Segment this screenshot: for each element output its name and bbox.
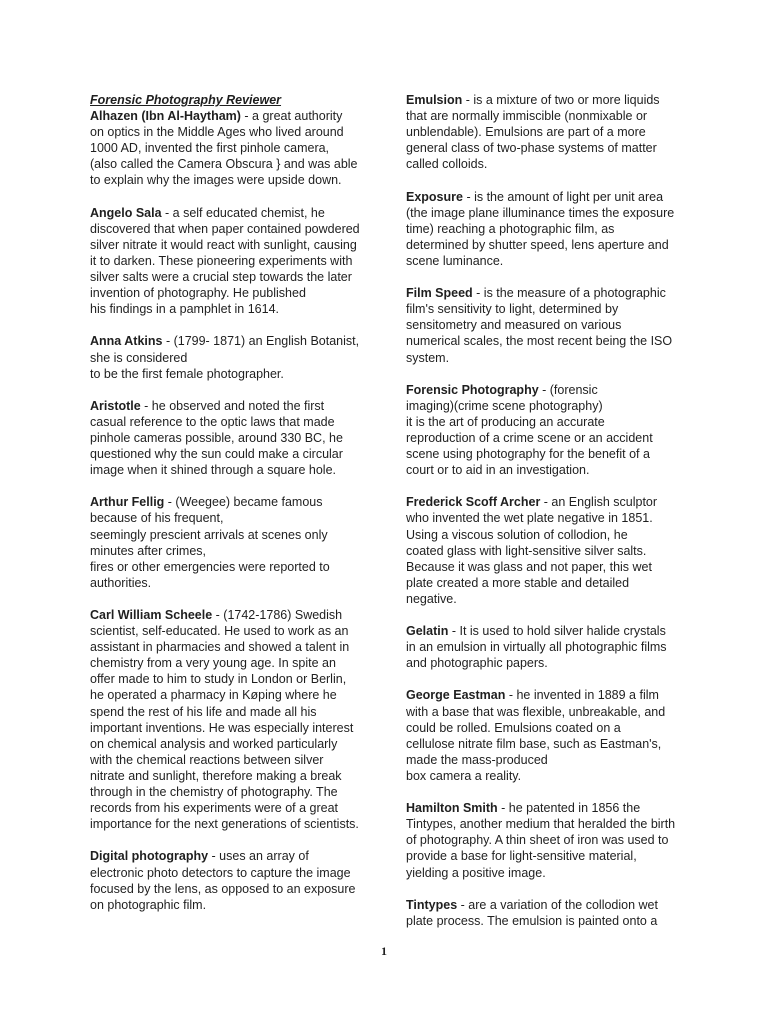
entry-line: nitrate and sunlight, therefore making a break [90,768,342,783]
entry-definition-start: - (1799- 1871) an English Botanist, [162,334,360,349]
entry-line: it to darken. These pioneering experiments with [90,253,353,268]
entry-line [90,108,372,124]
entry-line: fires or other emergencies were reported to [90,559,330,574]
entry-line [90,205,372,221]
entry-term: Tintypes [406,897,458,912]
entry-line: yielding a positive image. [406,865,546,880]
entry-line: cellulose nitrate film base, such as Eastman's, [406,736,662,751]
entry-term: Film Speed [406,286,473,301]
entry-line: scientist, self-educated. He used to work as an [90,624,349,639]
entry-definition-start: - (Weegee) became famous [164,495,323,510]
entry-line: made the mass-produced [406,752,548,767]
entry-line [406,623,678,639]
entry-line: and photographic papers. [406,656,548,671]
glossary-entry-carl-william-scheele [90,607,372,832]
entry-line: focused by the lens, as opposed to an exposure [90,881,356,896]
entry-line: on photographic film. [90,897,207,912]
entry-line: imaging)(crime scene photography) [406,398,603,413]
entry-line: it is the art of producing an accurate [406,414,605,429]
entry-line: on chemical analysis and worked particularly [90,736,338,751]
entry-line: his findings in a pamphlet in 1614. [90,302,280,317]
entry-definition-start: - a self educated chemist, he [161,205,325,220]
entry-definition-start: - uses an array of [208,849,309,864]
entry-line: importance for the next generations of scientists. [90,817,359,832]
entry-line: with a base that was flexible, unbreakable, and [406,704,666,719]
entry-term: Frederick Scoff Archer [406,495,541,510]
entry-line: plate created a more stable and detailed [406,575,630,590]
glossary-entry-anna-atkins [90,333,372,381]
entry-line: negative. [406,591,457,606]
entry-term: George Eastman [406,688,506,703]
entry-line: that are normally immiscible (nonmixable or [406,109,648,124]
entry-line: casual reference to the optic laws that made [90,414,335,429]
entry-term: Aristotle [90,398,141,413]
entry-line: important inventions. He was especially interest [90,720,354,735]
entry-line: coated glass with light-sensitive silver salts. [406,543,647,558]
entry-line: on optics in the Middle Ages who lived around [90,125,344,140]
entry-term: Forensic Photography [406,382,539,397]
entry-term: Angelo Sala [90,205,162,220]
glossary-entry-angelo-sala [90,205,372,318]
entry-term: Anna Atkins [90,334,163,349]
entry-term: Alhazen (Ibn Al-Haytham) [90,109,241,124]
entry-line: 1000 AD, invented the first pinhole camera, [90,141,330,156]
entry-term: Arthur Fellig [90,495,165,510]
entry-line [406,800,678,816]
glossary-entry-arthur-fellig [90,494,372,591]
glossary-entry-gelatin [406,623,678,671]
entry-line: spend the rest of his life and made all his [90,704,317,719]
entry-line: he operated a pharmacy in Køping where he [90,688,337,703]
entry-line: discovered that when paper contained powdered [90,221,360,236]
entry-line: reproduction of a crime scene or an accident [406,430,653,445]
entry-line: silver nitrate it would react with sunlight, causing [90,237,357,252]
glossary-entry-hamilton-smith [406,800,678,880]
document-title: Forensic Photography Reviewer [90,93,282,107]
entry-line [406,897,678,913]
entry-line [406,189,678,205]
entry-term: Hamilton Smith [406,801,498,816]
glossary-entry-film-speed [406,285,678,365]
entry-term: Carl William Scheele [90,608,213,622]
entry-line: unblendable). Emulsions are part of a more [406,125,646,140]
entry-line: sensitometry and measured on various [406,318,622,333]
entry-line: time) reaching a photographic film, as [406,221,615,236]
entry-line: Because it was glass and not paper, this wet [406,559,652,574]
entry-line [406,687,678,703]
glossary-entry-tintypes [406,897,678,929]
entry-line: Using a viscous solution of collodion, he [406,527,628,542]
glossary-entry-george-eastman [406,687,678,784]
entry-line: general class of two-phase systems of matter [406,141,657,156]
entry-line: box camera a reality. [406,768,522,783]
entry-line: numerical scales, the most recent being the ISO [406,334,673,349]
entry-line [90,333,372,349]
entry-line: through in the chemistry of photography. The [90,785,338,800]
entry-line: scene using photography for the benefit of a [406,447,650,462]
entry-line [406,92,678,108]
entry-line: Tintypes, another medium that heralded the birth [406,817,676,832]
entry-definition-start: - he patented in 1856 the [497,801,641,816]
entry-definition-start: - is the amount of light per unit area [462,189,664,204]
entry-line [406,285,678,301]
glossary-entry-aristotle [90,398,372,478]
entry-definition-start: - is the measure of a photographic [472,286,666,301]
entry-line: (the image plane illuminance times the exposure [406,205,675,220]
entry-line: of photography. A thin sheet of iron was used to [406,833,669,848]
entry-line: she is considered [90,350,188,365]
entry-line: invention of photography. He published [90,286,306,301]
entry-line [90,848,372,864]
entry-line: minutes after crimes, [90,543,207,558]
entry-line: in an emulsion in virtually all photographic films [406,640,667,655]
entry-line: electronic photo detectors to capture the image [90,865,351,880]
entry-definition-start: - It is used to hold silver halide crystals [448,624,666,639]
entry-line: image when it shined through a square hole. [90,463,336,478]
entry-line: because of his frequent, [90,511,224,526]
entry-line: determined by shutter speed, lens aperture and [406,237,669,252]
entry-line: plate process. The emulsion is painted onto a [406,913,658,928]
entry-term: Emulsion [406,93,463,107]
entry-line: who invented the wet plate negative in 1851. [406,511,653,526]
glossary-entry-alhazen [90,108,372,188]
entry-line: to be the first female photographer. [90,366,284,381]
entry-line: court or to aid in an investigation. [406,463,590,478]
entry-definition-start: - an English sculptor [540,495,658,510]
entry-definition-start: - (forensic [538,382,598,397]
glossary-entry-digital-photography [90,848,372,912]
entry-line [90,607,372,623]
entry-line: questioned why the sun could make a circular [90,447,343,462]
entry-definition-start: - are a variation of the collodion wet [457,897,658,912]
entry-line: scene luminance. [406,253,504,268]
entry-line: records from his experiments were of a great [90,801,339,816]
entry-line: with the chemical reactions between silver [90,752,324,767]
entry-line: seemingly prescient arrivals at scenes only [90,527,328,542]
glossary-entry-forensic-photography [406,382,678,479]
entry-line: film's sensitivity to light, determined by [406,302,619,317]
entry-line: authorities. [90,575,152,590]
glossary-entry-emulsion [406,92,678,172]
entry-definition-start: - he observed and noted the first [140,398,325,413]
entry-line: provide a base for light-sensitive material, [406,849,637,864]
entry-definition-start: - a great authority [240,109,343,124]
entry-line: chemistry from a very young age. In spite an [90,656,336,671]
entry-line: called colloids. [406,157,488,172]
entry-term: Gelatin [406,624,449,639]
page-number: 1 [381,944,387,958]
entry-line [406,494,678,510]
left-column [90,92,372,929]
entry-line: pinhole cameras possible, around 330 BC, he [90,430,343,445]
right-column [406,92,678,945]
entry-line: to explain why the images were upside down. [90,173,342,188]
entry-line: system. [406,350,450,365]
entry-definition-start: - (1742-1786) Swedish [212,608,343,622]
glossary-entry-frederick-scoff-archer [406,494,678,607]
entry-line [90,494,372,510]
entry-line [406,382,678,398]
entry-line: offer made to him to study in London or Berlin, [90,672,347,687]
entry-line: assistant in pharmacies and showed a talent in [90,640,350,655]
entry-term: Digital photography [90,849,209,864]
entry-term: Exposure [406,189,463,204]
entry-definition-start: - he invented in 1889 a film [505,688,659,703]
entry-line: silver salts were a crucial step towards the later [90,270,352,285]
entry-line: could be rolled. Emulsions coated on a [406,720,621,735]
entry-definition-start: - is a mixture of two or more liquids [462,93,660,107]
entry-line: (also called the Camera Obscura } and was able [90,157,358,172]
entry-line [90,398,372,414]
glossary-entry-exposure [406,189,678,269]
